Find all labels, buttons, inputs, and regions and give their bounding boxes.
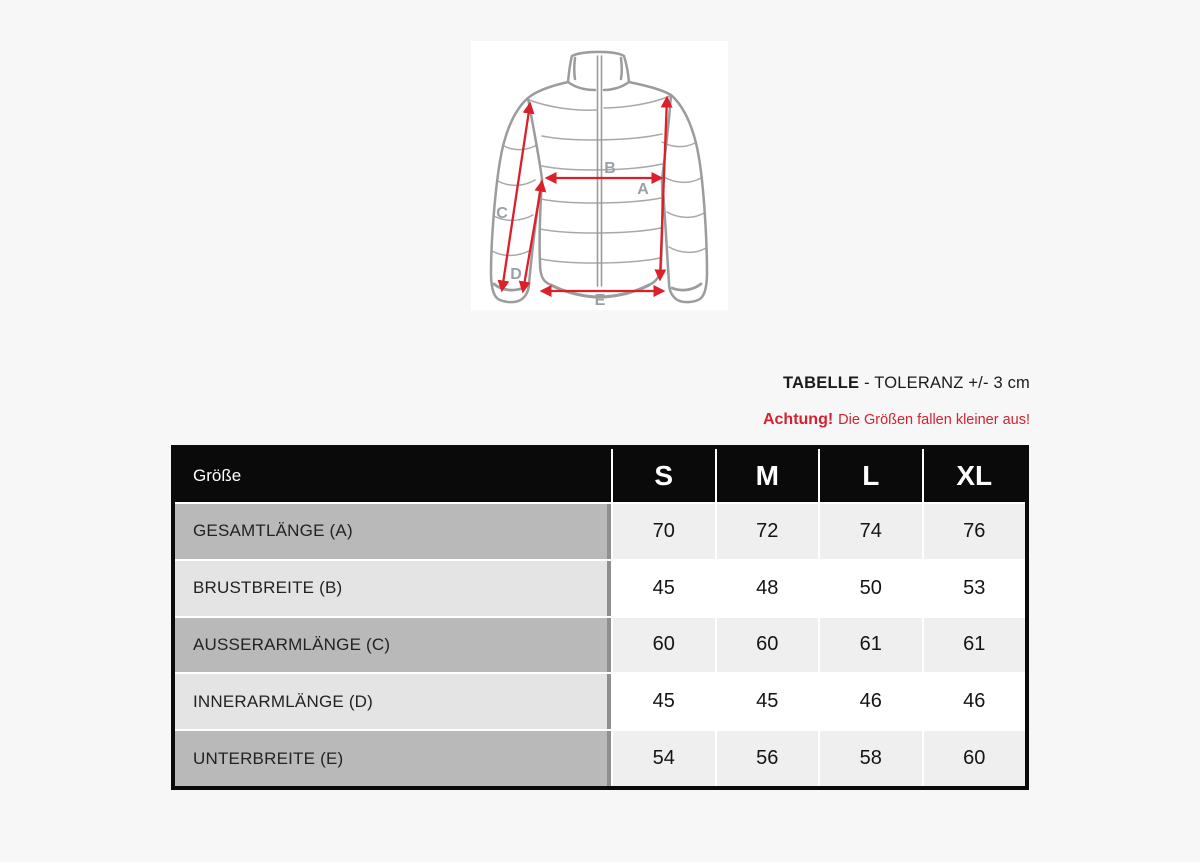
size-table <box>171 445 1029 790</box>
table-header-size-m: M <box>717 449 819 502</box>
size-warning-title: Achtung! <box>762 411 834 428</box>
table-row-value: 58 <box>820 731 922 786</box>
table-row-value: 54 <box>613 731 715 786</box>
table-row-value: 76 <box>924 504 1026 559</box>
table-header-size-l: L <box>820 449 922 502</box>
jacket-diagram-svg <box>471 41 728 310</box>
table-row-value: 60 <box>613 618 715 673</box>
measurement-letter-b: B <box>604 160 616 177</box>
table-row-value: 72 <box>717 504 819 559</box>
table-row-value: 74 <box>820 504 922 559</box>
size-warning <box>763 411 1030 429</box>
measurement-letter-e: E <box>594 292 606 309</box>
jacket-quilt-lines <box>492 96 706 263</box>
tolerance-note-title: TABELLE <box>783 374 860 392</box>
jacket-measurement-diagram <box>471 41 728 310</box>
table-row-value: 60 <box>717 618 819 673</box>
table-row-label: AUSSERARMLÄNGE (C) <box>175 618 611 673</box>
table-row-label: INNERARMLÄNGE (D) <box>175 674 611 729</box>
table-row-label: GESAMTLÄNGE (A) <box>175 504 611 559</box>
table-row-value: 46 <box>924 674 1026 729</box>
tolerance-note <box>783 374 1030 393</box>
table-row-value: 45 <box>613 561 715 616</box>
table-row-value: 61 <box>924 618 1026 673</box>
size-table-grid <box>175 449 1025 786</box>
table-row-value: 53 <box>924 561 1026 616</box>
table-row-value: 48 <box>717 561 819 616</box>
table-row-label: BRUSTBREITE (B) <box>175 561 611 616</box>
table-row-value: 70 <box>613 504 715 559</box>
table-header-size-xl: XL <box>924 449 1026 502</box>
table-row-value: 50 <box>820 561 922 616</box>
table-row-value: 45 <box>613 674 715 729</box>
table-row-label: UNTERBREITE (E) <box>175 731 611 786</box>
measurement-letter-a: A <box>637 181 649 198</box>
measurement-letter-c: C <box>496 205 508 222</box>
table-row-value: 56 <box>717 731 819 786</box>
table-row-value: 61 <box>820 618 922 673</box>
size-warning-text: Die Größen fallen kleiner aus! <box>838 412 1030 428</box>
table-header-groesse: Größe <box>175 449 611 502</box>
table-header-size-s: S <box>613 449 715 502</box>
table-row-value: 60 <box>924 731 1026 786</box>
table-row-value: 45 <box>717 674 819 729</box>
tolerance-note-text: - TOLERANZ +/- 3 cm <box>864 374 1030 392</box>
measurement-letter-d: D <box>510 266 522 283</box>
table-row-value: 46 <box>820 674 922 729</box>
